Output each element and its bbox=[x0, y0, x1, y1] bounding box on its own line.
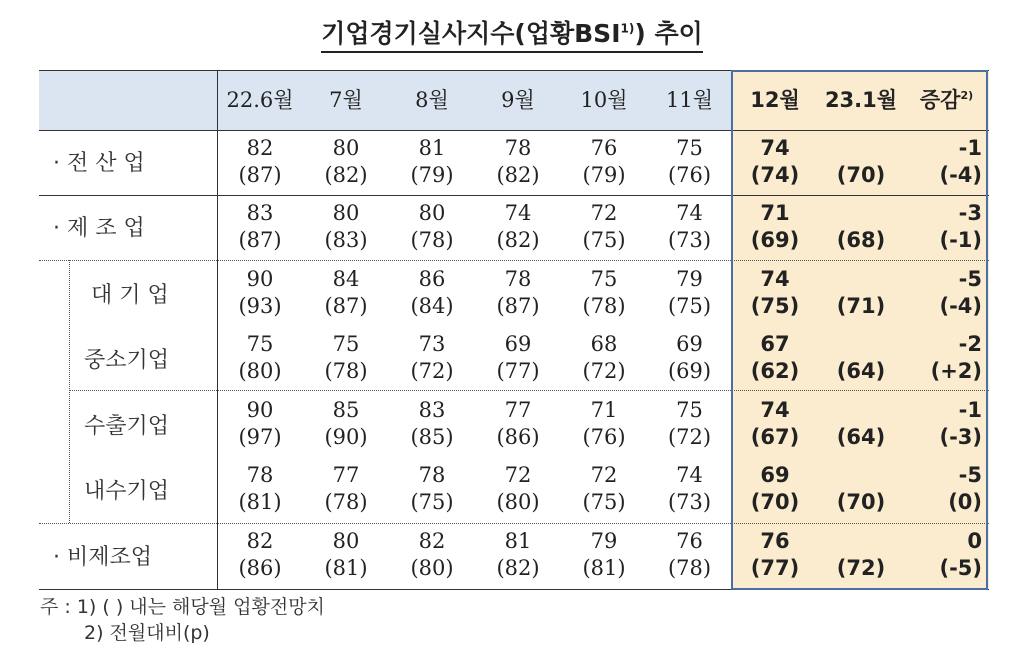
cell-value bbox=[818, 266, 904, 293]
cell-projection: (81) bbox=[582, 556, 626, 580]
cell-projection: (82) bbox=[496, 556, 540, 580]
table-cell bbox=[303, 462, 389, 516]
table-cell bbox=[389, 200, 475, 254]
cell-projection: (78) bbox=[324, 359, 368, 383]
table-cell bbox=[732, 266, 818, 320]
table-cell bbox=[904, 397, 982, 451]
table-cell bbox=[475, 331, 561, 385]
row-label-manufacturing: · 제 조 업 bbox=[53, 216, 145, 241]
table-cell bbox=[217, 135, 303, 189]
cell-value: 75 bbox=[676, 136, 703, 160]
cell-value: 79 bbox=[590, 529, 618, 553]
cell-projection: (75) bbox=[582, 228, 626, 252]
table-cell bbox=[904, 331, 982, 385]
table-cell bbox=[818, 135, 904, 189]
table-cell bbox=[475, 200, 561, 254]
cell-projection: (72) bbox=[410, 359, 454, 383]
cell-projection: (75) bbox=[750, 294, 800, 318]
cell-value: 72 bbox=[590, 463, 618, 487]
table-cell bbox=[561, 200, 647, 254]
cell-projection: (83) bbox=[324, 228, 368, 252]
row-label-domestic: 내수기업 bbox=[84, 479, 170, 504]
table-cell bbox=[389, 397, 475, 451]
cell-value: 78 bbox=[246, 463, 274, 487]
cell-projection: (71) bbox=[836, 294, 886, 318]
cell-projection: (80) bbox=[238, 359, 282, 383]
col-header: 22.6월 bbox=[226, 88, 294, 112]
page-title bbox=[0, 14, 1024, 50]
cell-value: -1 bbox=[958, 136, 982, 160]
table-cell bbox=[647, 528, 732, 582]
table-cell bbox=[561, 135, 647, 189]
table-cell bbox=[475, 266, 561, 320]
cell-value: -2 bbox=[958, 332, 982, 356]
table-cell bbox=[647, 266, 732, 320]
row-label-large: 대 기 업 bbox=[91, 283, 169, 308]
cell-projection: (-1) bbox=[939, 228, 982, 252]
cell-value: 74 bbox=[760, 398, 790, 422]
cell-value: 77 bbox=[332, 463, 360, 487]
cell-projection: (87) bbox=[238, 228, 282, 252]
table-cell bbox=[217, 266, 303, 320]
cell-projection: (70) bbox=[750, 490, 800, 514]
cell-value: 75 bbox=[676, 398, 703, 422]
cell-value: 78 bbox=[504, 267, 532, 291]
table-cell bbox=[217, 528, 303, 582]
table-cell bbox=[818, 200, 904, 254]
cell-projection: (90) bbox=[324, 425, 368, 449]
cell-projection: (86) bbox=[238, 556, 282, 580]
cell-projection: (64) bbox=[836, 425, 886, 449]
col-header: 10월 bbox=[580, 88, 628, 112]
row-label-non-manufacturing: · 비제조업 bbox=[53, 545, 152, 570]
cell-value: 69 bbox=[504, 332, 532, 356]
cell-projection: (64) bbox=[836, 359, 886, 383]
cell-value bbox=[818, 397, 904, 424]
cell-projection: (80) bbox=[410, 556, 454, 580]
cell-value bbox=[818, 135, 904, 162]
cell-projection: (75) bbox=[667, 294, 712, 318]
table-cell bbox=[389, 331, 475, 385]
cell-value: 83 bbox=[246, 201, 274, 225]
cell-projection: (82) bbox=[324, 163, 368, 187]
cell-value: 90 bbox=[246, 267, 274, 291]
cell-projection: (75) bbox=[410, 490, 454, 514]
cell-projection: (87) bbox=[496, 294, 540, 318]
cell-value: 76 bbox=[676, 529, 703, 553]
table-cell bbox=[647, 135, 732, 189]
cell-value: 72 bbox=[504, 463, 532, 487]
cell-projection: (82) bbox=[496, 228, 540, 252]
table-cell bbox=[561, 266, 647, 320]
cell-projection: (85) bbox=[410, 425, 454, 449]
cell-projection: (87) bbox=[324, 294, 368, 318]
table-cell bbox=[904, 266, 982, 320]
table-cell bbox=[732, 331, 818, 385]
cell-projection: (0) bbox=[948, 490, 982, 514]
table-cell bbox=[904, 462, 982, 516]
col-header: 11월 bbox=[665, 88, 713, 112]
cell-value: 84 bbox=[332, 267, 360, 291]
col-header: 8월 bbox=[415, 88, 449, 112]
table-cell bbox=[647, 200, 732, 254]
cell-value: 69 bbox=[676, 332, 703, 356]
footnote-2: 2) 전월대비(p) bbox=[84, 622, 210, 644]
cell-projection: (68) bbox=[836, 228, 886, 252]
table-cell bbox=[217, 462, 303, 516]
table-cell bbox=[818, 331, 904, 385]
table-cell bbox=[732, 397, 818, 451]
table-cell bbox=[303, 397, 389, 451]
cell-value: 71 bbox=[590, 398, 618, 422]
table-cell bbox=[561, 397, 647, 451]
table-cell bbox=[217, 397, 303, 451]
table-cell bbox=[303, 331, 389, 385]
cell-value: -5 bbox=[958, 463, 982, 487]
cell-projection: (86) bbox=[496, 425, 540, 449]
cell-projection: (77) bbox=[496, 359, 540, 383]
cell-value: 68 bbox=[590, 332, 618, 356]
table-cell bbox=[818, 462, 904, 516]
cell-projection: (82) bbox=[496, 163, 540, 187]
cell-projection: (78) bbox=[582, 294, 626, 318]
table-cell bbox=[475, 397, 561, 451]
table-cell bbox=[389, 462, 475, 516]
table-cell bbox=[561, 528, 647, 582]
cell-value: 74 bbox=[760, 267, 790, 291]
cell-value: 81 bbox=[504, 529, 532, 553]
cell-value: 74 bbox=[676, 201, 703, 225]
table-cell bbox=[561, 331, 647, 385]
cell-projection: (70) bbox=[836, 490, 886, 514]
cell-value: 78 bbox=[418, 463, 446, 487]
row-label-export: 수출기업 bbox=[84, 414, 170, 439]
cell-projection: (76) bbox=[582, 425, 626, 449]
bsi-table bbox=[39, 70, 989, 590]
cell-projection: (97) bbox=[238, 425, 282, 449]
table-cell bbox=[303, 266, 389, 320]
table-cell bbox=[389, 528, 475, 582]
cell-value: 90 bbox=[246, 398, 274, 422]
title-footnote-mark: 1) bbox=[620, 21, 635, 36]
cell-projection: (72) bbox=[836, 556, 886, 580]
table-cell bbox=[647, 397, 732, 451]
col-header: 23.1월 bbox=[824, 88, 898, 112]
cell-value: 81 bbox=[418, 136, 446, 160]
table-cell bbox=[904, 528, 982, 582]
cell-projection: (81) bbox=[238, 490, 282, 514]
cell-value: 76 bbox=[590, 136, 618, 160]
table-cell bbox=[389, 266, 475, 320]
col-header: 7월 bbox=[329, 88, 363, 112]
cell-value bbox=[818, 331, 904, 358]
cell-projection: (76) bbox=[667, 163, 712, 187]
cell-projection: (73) bbox=[667, 490, 712, 514]
cell-projection: (-4) bbox=[939, 163, 982, 187]
cell-value: 82 bbox=[246, 529, 274, 553]
cell-value: 80 bbox=[332, 201, 360, 225]
cell-projection: (79) bbox=[582, 163, 626, 187]
cell-value: 80 bbox=[332, 529, 360, 553]
table-cell bbox=[904, 135, 982, 189]
table-cell bbox=[818, 397, 904, 451]
cell-value: 69 bbox=[760, 463, 790, 487]
cell-projection: (67) bbox=[750, 425, 800, 449]
cell-value: 77 bbox=[504, 398, 532, 422]
table-cell bbox=[732, 200, 818, 254]
cell-projection: (-4) bbox=[939, 294, 982, 318]
table-cell bbox=[475, 462, 561, 516]
cell-value: 80 bbox=[418, 201, 446, 225]
cell-projection: (79) bbox=[410, 163, 454, 187]
table-cell bbox=[904, 200, 982, 254]
cell-value: 83 bbox=[418, 398, 446, 422]
table-cell bbox=[732, 528, 818, 582]
cell-value: -5 bbox=[958, 267, 982, 291]
cell-value bbox=[818, 200, 904, 227]
table-cell bbox=[732, 135, 818, 189]
cell-value: 78 bbox=[504, 136, 532, 160]
cell-value: 74 bbox=[760, 136, 790, 160]
cell-projection: (78) bbox=[667, 556, 712, 580]
cell-value: 73 bbox=[418, 332, 446, 356]
cell-projection: (77) bbox=[750, 556, 800, 580]
cell-projection: (78) bbox=[324, 490, 368, 514]
cell-projection: (-5) bbox=[939, 556, 982, 580]
table-cell bbox=[475, 528, 561, 582]
table-cell bbox=[818, 266, 904, 320]
cell-value: 75 bbox=[590, 267, 618, 291]
cell-projection: (72) bbox=[582, 359, 626, 383]
footnotes bbox=[40, 594, 325, 646]
row-label-all-industries: · 전 산 업 bbox=[53, 151, 145, 176]
cell-projection: (73) bbox=[667, 228, 712, 252]
cell-projection: (84) bbox=[410, 294, 454, 318]
table-cell bbox=[818, 528, 904, 582]
cell-value: 67 bbox=[760, 332, 790, 356]
table-cell bbox=[217, 331, 303, 385]
cell-projection: (+2) bbox=[930, 359, 982, 383]
cell-projection: (75) bbox=[582, 490, 626, 514]
cell-projection: (78) bbox=[410, 228, 454, 252]
table-cell bbox=[561, 462, 647, 516]
cell-value: 0 bbox=[967, 529, 982, 553]
cell-projection: (-3) bbox=[939, 425, 982, 449]
cell-value: 86 bbox=[418, 267, 446, 291]
row-label-sme: 중소기업 bbox=[84, 348, 170, 373]
table-cell bbox=[475, 135, 561, 189]
footnote-1: 주 : 1) ( ) 내는 해당월 업황전망치 bbox=[40, 596, 325, 618]
table-cell bbox=[647, 331, 732, 385]
table-cell bbox=[303, 135, 389, 189]
cell-value: 71 bbox=[760, 201, 790, 225]
table-cell bbox=[647, 462, 732, 516]
cell-value: 82 bbox=[418, 529, 446, 553]
cell-value: 80 bbox=[332, 136, 360, 160]
cell-projection: (72) bbox=[667, 425, 712, 449]
cell-projection: (80) bbox=[496, 490, 540, 514]
table-cell bbox=[303, 528, 389, 582]
col-header: 12월 bbox=[750, 88, 800, 112]
cell-projection: (70) bbox=[836, 163, 886, 187]
cell-projection: (69) bbox=[667, 359, 712, 383]
cell-value: 74 bbox=[676, 463, 703, 487]
cell-projection: (62) bbox=[750, 359, 800, 383]
cell-value: 74 bbox=[504, 201, 532, 225]
cell-projection: (74) bbox=[750, 163, 800, 187]
cell-projection: (81) bbox=[324, 556, 368, 580]
title-suffix: ) 추이 bbox=[634, 19, 702, 53]
cell-value: 75 bbox=[332, 332, 360, 356]
cell-value bbox=[818, 528, 904, 555]
cell-value bbox=[818, 462, 904, 489]
cell-value: -1 bbox=[958, 398, 982, 422]
cell-projection: (69) bbox=[750, 228, 800, 252]
col-header-change: 증감$^{2)}$ bbox=[919, 88, 974, 112]
cell-projection: (87) bbox=[238, 163, 282, 187]
table-cell bbox=[389, 135, 475, 189]
cell-value: 85 bbox=[332, 398, 360, 422]
cell-projection: (93) bbox=[238, 294, 282, 318]
col-header: 9월 bbox=[501, 88, 535, 112]
table-cell bbox=[732, 462, 818, 516]
cell-value: -3 bbox=[958, 201, 982, 225]
title-text: 기업경기실사지수(업황BSI bbox=[321, 19, 620, 53]
cell-value: 76 bbox=[760, 529, 790, 553]
cell-value: 82 bbox=[246, 136, 274, 160]
table-cell bbox=[217, 200, 303, 254]
cell-value: 75 bbox=[246, 332, 274, 356]
cell-value: 72 bbox=[590, 201, 618, 225]
table-cell bbox=[303, 200, 389, 254]
cell-value: 79 bbox=[676, 267, 703, 291]
